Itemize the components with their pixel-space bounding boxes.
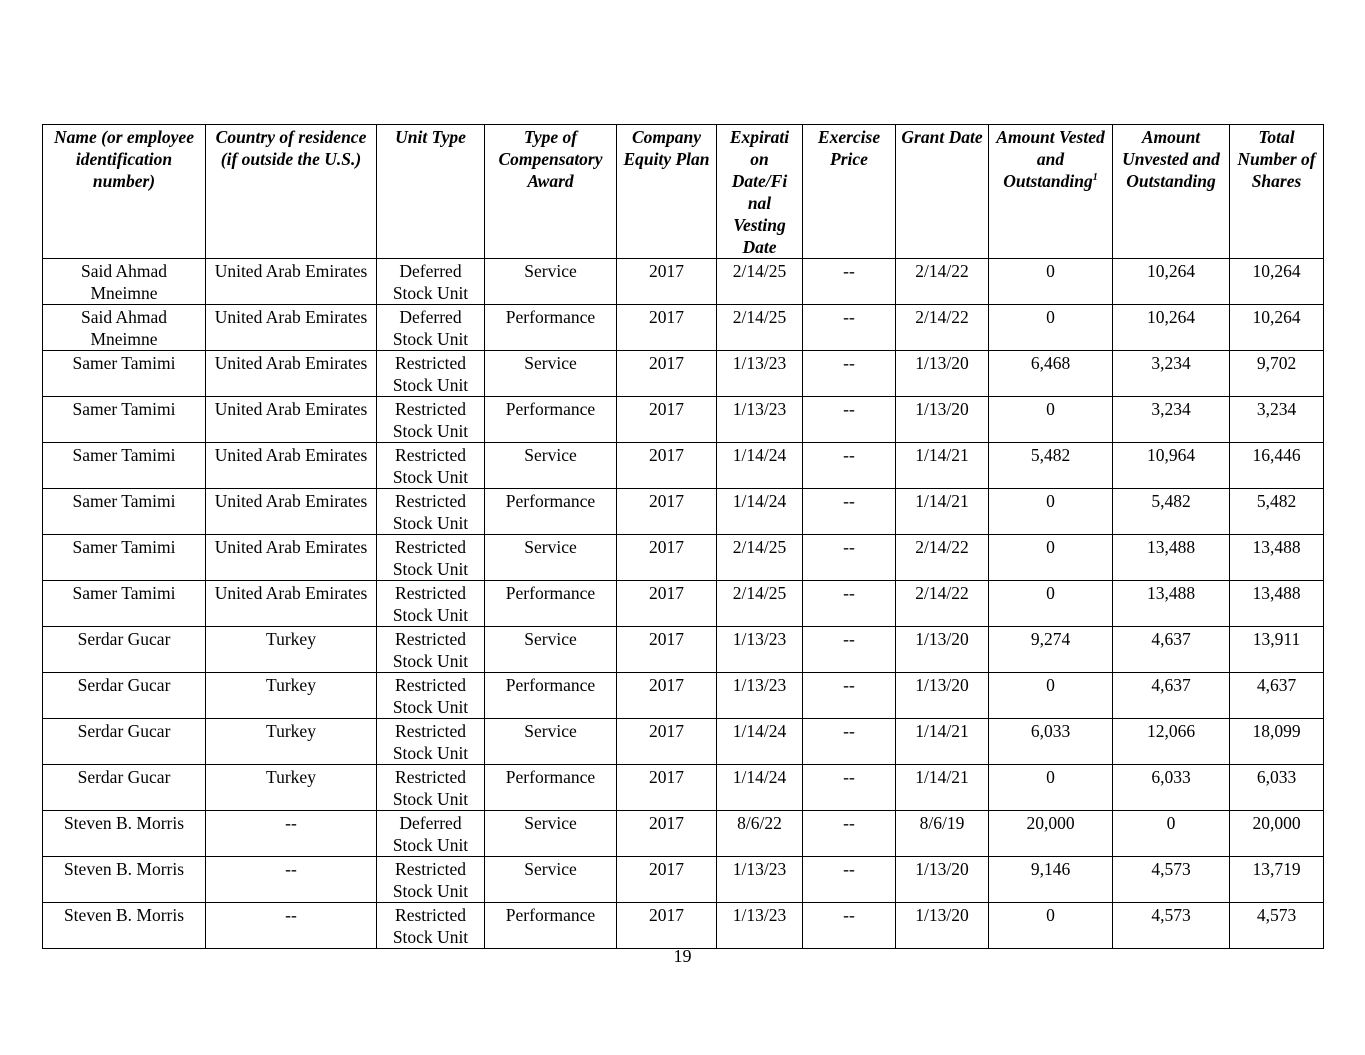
column-header-label: Amount Vested and Outstanding (996, 127, 1105, 191)
cell-grant-date: 2/14/22 (896, 259, 989, 305)
cell-unit-type: Deferred Stock Unit (377, 305, 485, 351)
table-row (43, 673, 1324, 719)
cell-country: United Arab Emirates (206, 535, 377, 581)
table-row (43, 305, 1324, 351)
cell-name: Samer Tamimi (43, 581, 206, 627)
cell-equity-plan: 2017 (617, 765, 717, 811)
cell-country: United Arab Emirates (206, 489, 377, 535)
cell-name: Steven B. Morris (43, 811, 206, 857)
cell-award-type: Service (485, 719, 617, 765)
cell-grant-date: 1/14/21 (896, 765, 989, 811)
cell-expiration-date: 1/13/23 (717, 857, 803, 903)
cell-expiration-date: 2/14/25 (717, 535, 803, 581)
cell-grant-date: 1/14/21 (896, 443, 989, 489)
cell-unit-type: Restricted Stock Unit (377, 719, 485, 765)
cell-exercise-price: -- (803, 581, 896, 627)
cell-award-type: Service (485, 259, 617, 305)
cell-equity-plan: 2017 (617, 673, 717, 719)
cell-total-shares: 13,488 (1230, 535, 1324, 581)
cell-unit-type: Restricted Stock Unit (377, 535, 485, 581)
cell-grant-date: 1/13/20 (896, 857, 989, 903)
cell-grant-date: 1/14/21 (896, 489, 989, 535)
column-header-label: Amount Unvested and Outstanding (1122, 127, 1220, 191)
cell-exercise-price: -- (803, 857, 896, 903)
header-amount-unvested (1113, 125, 1230, 259)
cell-name: Samer Tamimi (43, 535, 206, 581)
cell-equity-plan: 2017 (617, 535, 717, 581)
table-row (43, 627, 1324, 673)
cell-grant-date: 1/13/20 (896, 903, 989, 949)
cell-total-shares: 4,573 (1230, 903, 1324, 949)
equity-awards-table-container (42, 124, 1323, 949)
cell-country: Turkey (206, 627, 377, 673)
cell-award-type: Service (485, 351, 617, 397)
cell-expiration-date: 1/13/23 (717, 673, 803, 719)
cell-grant-date: 1/13/20 (896, 351, 989, 397)
cell-exercise-price: -- (803, 259, 896, 305)
cell-expiration-date: 2/14/25 (717, 581, 803, 627)
cell-total-shares: 13,911 (1230, 627, 1324, 673)
cell-total-shares: 16,446 (1230, 443, 1324, 489)
cell-name: Samer Tamimi (43, 489, 206, 535)
cell-exercise-price: -- (803, 811, 896, 857)
cell-exercise-price: -- (803, 305, 896, 351)
cell-country: -- (206, 811, 377, 857)
cell-unit-type: Restricted Stock Unit (377, 351, 485, 397)
cell-unit-type: Restricted Stock Unit (377, 489, 485, 535)
cell-expiration-date: 2/14/25 (717, 305, 803, 351)
cell-exercise-price: -- (803, 397, 896, 443)
cell-country: United Arab Emirates (206, 443, 377, 489)
cell-unit-type: Restricted Stock Unit (377, 627, 485, 673)
header-equity-plan (617, 125, 717, 259)
cell-unit-type: Deferred Stock Unit (377, 259, 485, 305)
equity-awards-table (42, 124, 1324, 949)
cell-amount-vested: 20,000 (989, 811, 1113, 857)
cell-exercise-price: -- (803, 719, 896, 765)
cell-amount-unvested: 5,482 (1113, 489, 1230, 535)
table-row (43, 259, 1324, 305)
table-row (43, 443, 1324, 489)
cell-unit-type: Restricted Stock Unit (377, 857, 485, 903)
cell-amount-unvested: 10,264 (1113, 305, 1230, 351)
cell-name: Samer Tamimi (43, 443, 206, 489)
cell-exercise-price: -- (803, 443, 896, 489)
cell-expiration-date: 1/13/23 (717, 627, 803, 673)
cell-grant-date: 2/14/22 (896, 305, 989, 351)
cell-award-type: Service (485, 627, 617, 673)
cell-award-type: Service (485, 857, 617, 903)
cell-name: Steven B. Morris (43, 903, 206, 949)
cell-amount-vested: 5,482 (989, 443, 1113, 489)
cell-expiration-date: 1/13/23 (717, 903, 803, 949)
table-row (43, 535, 1324, 581)
cell-country: United Arab Emirates (206, 259, 377, 305)
cell-exercise-price: -- (803, 489, 896, 535)
page-number: 19 (673, 946, 692, 966)
cell-total-shares: 13,719 (1230, 857, 1324, 903)
cell-name: Said Ahmad Mneimne (43, 259, 206, 305)
column-header-label: Name (or employee identification number) (54, 127, 194, 191)
cell-unit-type: Restricted Stock Unit (377, 581, 485, 627)
column-header-label: Company Equity Plan (623, 127, 710, 169)
cell-total-shares: 4,637 (1230, 673, 1324, 719)
table-row (43, 581, 1324, 627)
cell-equity-plan: 2017 (617, 719, 717, 765)
cell-name: Said Ahmad Mneimne (43, 305, 206, 351)
cell-country: Turkey (206, 765, 377, 811)
cell-country: United Arab Emirates (206, 351, 377, 397)
cell-amount-unvested: 4,573 (1113, 857, 1230, 903)
cell-award-type: Service (485, 443, 617, 489)
cell-total-shares: 3,234 (1230, 397, 1324, 443)
column-header-label: Exercise Price (817, 127, 881, 169)
cell-equity-plan: 2017 (617, 489, 717, 535)
table-row (43, 397, 1324, 443)
cell-country: Turkey (206, 673, 377, 719)
cell-country: -- (206, 857, 377, 903)
cell-grant-date: 8/6/19 (896, 811, 989, 857)
table-header-row (43, 125, 1324, 259)
cell-award-type: Performance (485, 489, 617, 535)
cell-expiration-date: 1/14/24 (717, 489, 803, 535)
cell-amount-vested: 9,274 (989, 627, 1113, 673)
header-expiration-date (717, 125, 803, 259)
cell-unit-type: Restricted Stock Unit (377, 673, 485, 719)
cell-amount-vested: 0 (989, 489, 1113, 535)
cell-name: Serdar Gucar (43, 719, 206, 765)
cell-amount-unvested: 4,637 (1113, 673, 1230, 719)
cell-total-shares: 10,264 (1230, 259, 1324, 305)
cell-equity-plan: 2017 (617, 397, 717, 443)
column-header-label: Grant Date (901, 127, 983, 147)
cell-amount-unvested: 4,573 (1113, 903, 1230, 949)
header-amount-vested (989, 125, 1113, 259)
cell-country: United Arab Emirates (206, 305, 377, 351)
cell-equity-plan: 2017 (617, 351, 717, 397)
cell-name: Serdar Gucar (43, 765, 206, 811)
table-row (43, 903, 1324, 949)
cell-amount-unvested: 10,264 (1113, 259, 1230, 305)
cell-amount-vested: 6,468 (989, 351, 1113, 397)
cell-unit-type: Restricted Stock Unit (377, 443, 485, 489)
cell-amount-unvested: 10,964 (1113, 443, 1230, 489)
column-header-label: Country of residence (if outside the U.S.) (215, 127, 367, 169)
cell-amount-vested: 0 (989, 535, 1113, 581)
header-award-type (485, 125, 617, 259)
cell-amount-unvested: 13,488 (1113, 535, 1230, 581)
cell-unit-type: Restricted Stock Unit (377, 765, 485, 811)
cell-total-shares: 10,264 (1230, 305, 1324, 351)
cell-amount-vested: 6,033 (989, 719, 1113, 765)
cell-award-type: Performance (485, 765, 617, 811)
cell-award-type: Performance (485, 903, 617, 949)
cell-award-type: Performance (485, 397, 617, 443)
cell-expiration-date: 1/14/24 (717, 443, 803, 489)
cell-amount-vested: 9,146 (989, 857, 1113, 903)
cell-amount-unvested: 13,488 (1113, 581, 1230, 627)
cell-expiration-date: 8/6/22 (717, 811, 803, 857)
cell-name: Steven B. Morris (43, 857, 206, 903)
cell-total-shares: 9,702 (1230, 351, 1324, 397)
cell-unit-type: Deferred Stock Unit (377, 811, 485, 857)
table-row (43, 489, 1324, 535)
cell-amount-vested: 0 (989, 765, 1113, 811)
cell-equity-plan: 2017 (617, 857, 717, 903)
cell-amount-vested: 0 (989, 305, 1113, 351)
cell-equity-plan: 2017 (617, 903, 717, 949)
cell-amount-unvested: 12,066 (1113, 719, 1230, 765)
cell-grant-date: 1/13/20 (896, 397, 989, 443)
cell-expiration-date: 1/13/23 (717, 397, 803, 443)
cell-exercise-price: -- (803, 535, 896, 581)
cell-exercise-price: -- (803, 351, 896, 397)
table-row (43, 351, 1324, 397)
header-name (43, 125, 206, 259)
cell-total-shares: 20,000 (1230, 811, 1324, 857)
cell-grant-date: 1/13/20 (896, 627, 989, 673)
column-header-label: Type of Compensatory Award (498, 127, 603, 191)
cell-unit-type: Restricted Stock Unit (377, 397, 485, 443)
cell-award-type: Performance (485, 305, 617, 351)
cell-country: Turkey (206, 719, 377, 765)
header-grant-date (896, 125, 989, 259)
cell-total-shares: 6,033 (1230, 765, 1324, 811)
cell-amount-vested: 0 (989, 903, 1113, 949)
cell-name: Serdar Gucar (43, 627, 206, 673)
cell-total-shares: 5,482 (1230, 489, 1324, 535)
cell-name: Samer Tamimi (43, 351, 206, 397)
cell-award-type: Service (485, 535, 617, 581)
table-row (43, 719, 1324, 765)
cell-award-type: Service (485, 811, 617, 857)
cell-country: -- (206, 903, 377, 949)
header-exercise-price (803, 125, 896, 259)
column-header-label: Unit Type (395, 127, 466, 147)
cell-amount-unvested: 4,637 (1113, 627, 1230, 673)
cell-equity-plan: 2017 (617, 305, 717, 351)
footnote-marker: 1 (1092, 172, 1098, 184)
table-body (43, 259, 1324, 949)
cell-exercise-price: -- (803, 765, 896, 811)
cell-name: Samer Tamimi (43, 397, 206, 443)
cell-name: Serdar Gucar (43, 673, 206, 719)
cell-amount-vested: 0 (989, 397, 1113, 443)
cell-amount-unvested: 6,033 (1113, 765, 1230, 811)
cell-expiration-date: 1/13/23 (717, 351, 803, 397)
cell-amount-vested: 0 (989, 581, 1113, 627)
cell-grant-date: 2/14/22 (896, 581, 989, 627)
cell-expiration-date: 1/14/24 (717, 765, 803, 811)
cell-total-shares: 18,099 (1230, 719, 1324, 765)
cell-equity-plan: 2017 (617, 259, 717, 305)
cell-equity-plan: 2017 (617, 581, 717, 627)
cell-unit-type: Restricted Stock Unit (377, 903, 485, 949)
cell-equity-plan: 2017 (617, 443, 717, 489)
cell-exercise-price: -- (803, 673, 896, 719)
cell-exercise-price: -- (803, 903, 896, 949)
cell-country: United Arab Emirates (206, 581, 377, 627)
cell-exercise-price: -- (803, 627, 896, 673)
cell-country: United Arab Emirates (206, 397, 377, 443)
table-row (43, 765, 1324, 811)
cell-amount-unvested: 0 (1113, 811, 1230, 857)
column-header-label: Expirati on Date/Fi nal Vesting Date (729, 127, 790, 257)
table-row (43, 857, 1324, 903)
cell-amount-vested: 0 (989, 673, 1113, 719)
cell-expiration-date: 2/14/25 (717, 259, 803, 305)
cell-award-type: Performance (485, 673, 617, 719)
cell-amount-vested: 0 (989, 259, 1113, 305)
column-header-label: Total Number of Shares (1237, 127, 1316, 191)
cell-equity-plan: 2017 (617, 811, 717, 857)
cell-award-type: Performance (485, 581, 617, 627)
cell-grant-date: 1/14/21 (896, 719, 989, 765)
cell-total-shares: 13,488 (1230, 581, 1324, 627)
table-row (43, 811, 1324, 857)
header-total-shares (1230, 125, 1324, 259)
cell-expiration-date: 1/14/24 (717, 719, 803, 765)
cell-equity-plan: 2017 (617, 627, 717, 673)
cell-amount-unvested: 3,234 (1113, 397, 1230, 443)
cell-grant-date: 1/13/20 (896, 673, 989, 719)
header-country (206, 125, 377, 259)
header-unit-type (377, 125, 485, 259)
cell-grant-date: 2/14/22 (896, 535, 989, 581)
cell-amount-unvested: 3,234 (1113, 351, 1230, 397)
